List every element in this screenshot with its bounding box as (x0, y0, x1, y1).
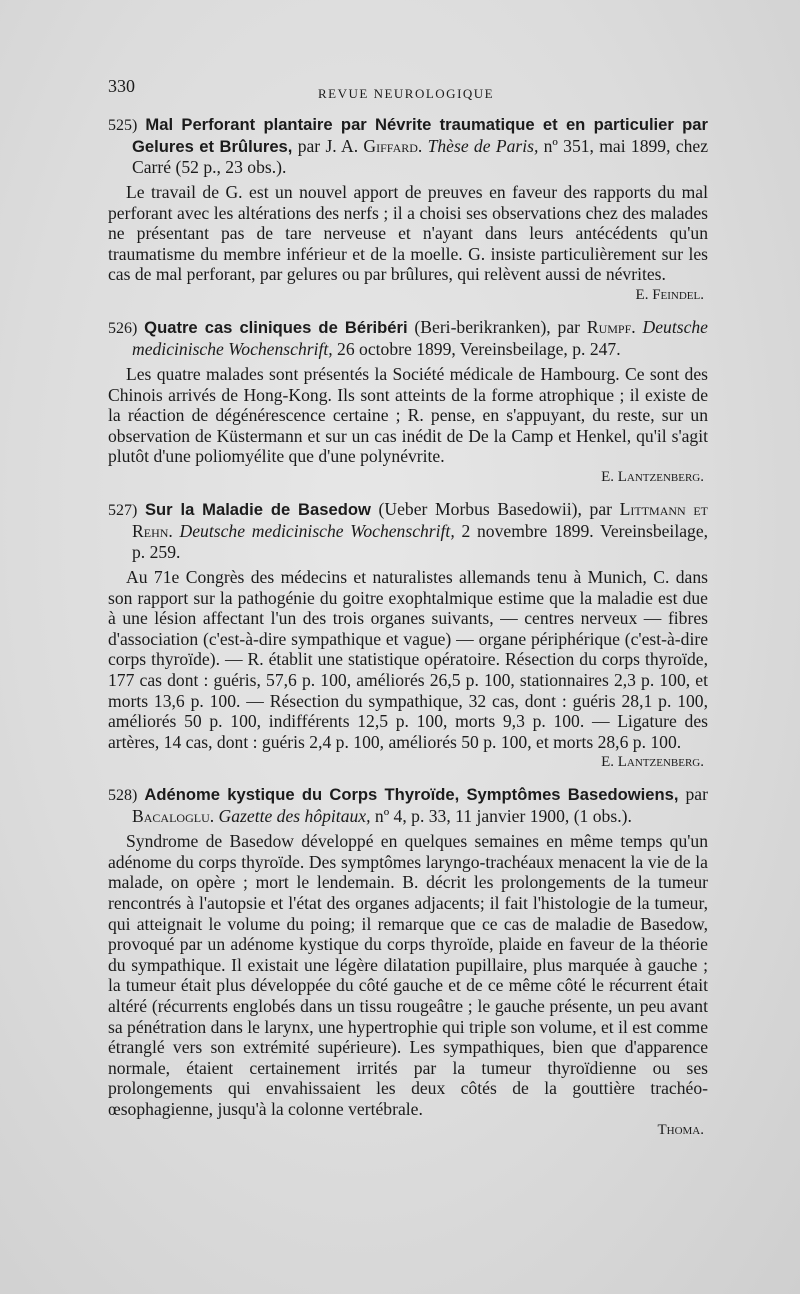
article-signature: E. Feindel. (635, 286, 704, 303)
article-heading (108, 784, 708, 827)
citation-suffix: nº 351, mai 1899, chez Carré (52 p., 23 obs.). (132, 136, 709, 177)
article-heading (108, 114, 708, 178)
citation-prefix: (Beri-berikranken), par (407, 316, 587, 337)
article-source: Deutsche medicinische Wochenschrift, (132, 316, 708, 359)
article-526 (108, 317, 708, 487)
citation-separator: . (209, 806, 219, 827)
article-body: Syndrome de Basedow développé en quelques semaines en même temps qu'un adénome du corps thyroïde. Des symptômes laryngo-trachéaux menacent la vie de la malade, on opère ; mort le lendemain. B. décrit les prolongements de la tumeur rencontrés à l'autopsie et l'état des organes adjacents; il fait l'histologie de la tumeur, qui atteignait le volume du poing; il remarque que ce cas de maladie de Basedow, provoqué par un adénome kystique du corps thyroïde, plaide en faveur de la théorie du sympathique. Il existait une légère dilatation pupillaire, plus marquée à gauche ; la tumeur était plus développée du côté gauche et de ce même côté le récurrent était altéré (récurrents englobés dans un tissu rougeâtre ; le gauche présente, un peu avant sa pénétration dans le larynx, une hypertrophie qui triple son volume, et il est comme étranglé vers son extrémité supérieure). Les sympathiques, bien que d'apparence normale, étaient certainement irrités par la tumeur thyroïdienne ou ses prolongements qui envahissaient les deux côtés de la gouttière trachéo-œsophagienne, jusqu'à la colonne vertébrale. (108, 831, 708, 1119)
article-525 (108, 114, 708, 305)
article-source: Deutsche medicinische Wochenschrift, (179, 520, 455, 541)
citation-separator: . (417, 136, 428, 156)
article-signature: Thoma. (657, 1121, 704, 1138)
article-body: Au 71e Congrès des médecins et naturalistes allemands tenu à Munich, C. dans son rapport sur la pathogénie du goitre exophtalmique estime que la maladie est due à une lésion affectant l'un des trois organes suivants, — centres nerveux — fibres d'association (c'est-à-dire sympathique et vague) — organe périphérique (c'est-à-dire corps thyroïde). — R. établit une statistique opératoire. Résection du corps thyroïde, 177 cas dont : guéris, 57,6 p. 100, améliorés 26,5 p. 100, stationnaires 2,3 p. 100, et morts 13,6 p. 100. — Résection du sympathique, 32 cas, dont : guéris 28,1 p. 100, améliorés 50 p. 100, indifférents 12,5 p. 100, morts 9,3 p. 100. — Ligature des artères, 14 cas, dont : guéris 2,4 p. 100, améliorés 50 p. 100, et morts 28,6 p. 100. (108, 566, 708, 752)
article-title: Quatre cas cliniques de Béribéri (144, 317, 408, 337)
article-body: Le travail de G. est un nouvel apport de preuves en faveur des rapports du mal perforant avec les altérations des nerfs ; il a choisi ses observations chez des malades ne présentant pas de tare nerveuse et n'ayant dans leurs antécédents qu'un traumatisme du membre inférieur et de la moelle. G. insiste particulièrement sur les cas de mal perforant, par gelures ou par brûlures, qui relèvent aussi de névrites. (108, 182, 708, 285)
citation-separator: . (168, 520, 180, 541)
article-body: Les quatre malades sont présentés la Société médicale de Hambourg. Ce sont des Chinois arrivés de Hong-Kong. Ils sont atteints de la forme atrophique ; il existe de la réaction de dégénérescence certaine ; R. pense, en s'appuyant, du reste, sur un observation de Küstermann et sur un cas inédit de De la Camp et Henkel, qu'il s'agit plutôt d'une poliomyélite que d'une polynévrite. (108, 363, 708, 467)
article-heading (108, 317, 708, 360)
article-author: Rumpf (586, 316, 632, 337)
running-head (108, 76, 708, 102)
article-number: 525) (108, 117, 138, 134)
article-527 (108, 499, 708, 772)
citation-prefix: (Ueber Morbus Basedowii), par (370, 498, 620, 519)
article-author: Bacaloglu (132, 806, 210, 827)
citation-suffix: 26 octobre 1899, Vereinsbeilage, p. 247. (332, 338, 621, 359)
article-title: Adénome kystique du Corps Thyroïde, Symptômes Basedowiens, (144, 785, 679, 805)
article-author: Littmann et Rehn (132, 498, 708, 541)
article-number: 526) (108, 319, 138, 337)
article-source: Gazette des hôpitaux, (218, 806, 371, 827)
article-heading (108, 499, 708, 563)
citation-suffix: nº 4, p. 33, 11 janvier 1900, (1 obs.). (370, 806, 632, 827)
citation-prefix: par (678, 784, 708, 805)
citation-prefix: par J. A. (292, 136, 364, 156)
page-content (108, 76, 708, 1140)
article-528 (108, 784, 708, 1139)
article-number: 527) (108, 501, 138, 519)
article-source: Thèse de Paris, (427, 136, 539, 156)
journal-title: REVUE NEUROLOGIQUE (318, 86, 495, 101)
article-title: Sur la Maladie de Basedow (144, 499, 371, 519)
article-signature: E. Lantzenberg. (601, 754, 704, 771)
citation-separator: . (631, 316, 643, 337)
citation-suffix: 2 novembre 1899. Vereinsbeilage, p. 259. (132, 520, 709, 562)
page-number: 330 (108, 76, 135, 96)
article-signature: E. Lantzenberg. (601, 468, 704, 485)
article-title: Mal Perforant plantaire par Névrite traumatique et en particulier par Gelures et Brûlures, (132, 115, 708, 156)
article-author: Giffard (363, 136, 418, 156)
article-number: 528) (108, 787, 138, 805)
